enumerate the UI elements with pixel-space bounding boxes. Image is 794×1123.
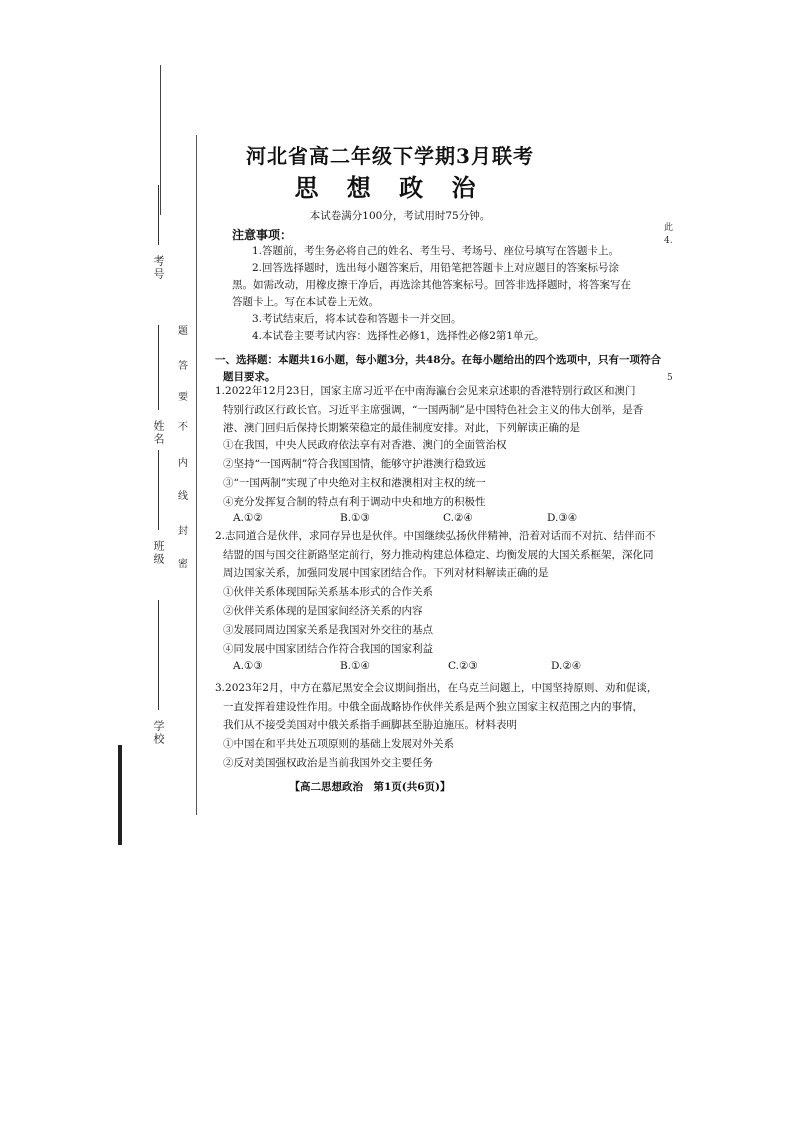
stem-line: 2.志同道合是伙伴，求同存异也是伙伴。中国继续弘扬伙伴精神，沿着对话而不对抗、结伴而不: [215, 530, 656, 542]
note-line: 2.回答选择题时，选出每小题答案后，用铅笔把答题卡上对应题目的答案标号涂: [252, 262, 620, 274]
q2-option: ①伙伴关系体现国际关系基本形式的合作关系: [223, 586, 433, 598]
q1-choice-d: D.③④: [547, 512, 578, 524]
seal-char: 答: [178, 361, 188, 372]
section-heading: [215, 352, 675, 386]
q1-option: ①在我国，中央人民政府依法享有对香港、澳门的全面管治权: [223, 439, 507, 451]
stem-line: 3.2023年2月，中方在慕尼黑安全会议期间指出，在乌克兰问题上，中国坚持原则、劝和促谈，: [215, 682, 658, 694]
name-line: [158, 325, 159, 410]
page-footer: 【高二思想政治 第1页(共6页)】: [289, 781, 451, 793]
class-line: [158, 450, 159, 530]
subject-title: 思 想 政 治: [294, 173, 486, 202]
q2-option: ④同发展中国家团结合作符合我国的国家利益: [223, 643, 433, 655]
edge-mark: 5: [667, 373, 673, 383]
field-class: 班级: [152, 540, 165, 566]
stem-line: 1.2022年12月23日，国家主席习近平在中南海瀛台会见来京述职的香港特别行政区和澳门: [215, 385, 636, 397]
q3-option: ②反对美国强权政治是当前我国外交主要任务: [223, 757, 433, 769]
school-line: [158, 600, 159, 710]
q2-choice-a: A.①③: [233, 660, 263, 672]
stem-line: 周边国家关系，加强同发展中国家团结合作。下列对材料解读正确的是: [223, 567, 549, 579]
field-name: 姓名: [152, 420, 165, 446]
note-line: 1.答题前，考生务必将自己的姓名、考生号、考场号、座位号填写在答题卡上。: [252, 245, 620, 257]
seal-char: 内: [178, 458, 188, 469]
binding-border-line: [196, 135, 197, 815]
exam-number-line: [158, 185, 159, 245]
stem-line: 特别行政区行政长官。习近平主席强调，“一国两制”是中国特色社会主义的伟大创举，是香: [223, 403, 644, 416]
note-line: 答题卡上。写在本试卷上无效。: [232, 296, 379, 308]
note-line: 黑。如需改动，用橡皮擦干净后，再选涂其他答案标号。回答非选择题时，将答案写在: [232, 279, 631, 291]
q3-option: ①中国在和平共处五项原则的基础上发展对外关系: [223, 738, 454, 750]
q2-option: ③发展同周边国家关系是我国对外交往的基点: [223, 624, 433, 636]
edge-mark: 此: [664, 223, 674, 233]
question-1-stem: [215, 382, 675, 438]
section-line: 一、选择题：本题共16小题，每小题3分，共48分。在每小题给出的四个选项中，只有一项符合: [215, 354, 662, 366]
q1-option: ④充分发挥复合制的特点有利于调动中央和地方的积极性: [223, 496, 486, 508]
field-exam-number: 考号: [152, 255, 165, 281]
q2-choice-b: B.①④: [340, 660, 370, 672]
seal-char: 不: [178, 422, 188, 433]
exam-info: 本试卷满分100分，考试用时75分钟。: [309, 210, 491, 222]
seal-char: 封: [178, 526, 188, 537]
seal-char: 密: [178, 559, 188, 570]
q2-choice-c: C.②③: [448, 660, 478, 672]
top-scan-mark: [160, 65, 161, 215]
q1-option: ③“一国两制”实现了中央绝对主权和港澳相对主权的统一: [223, 477, 486, 489]
seal-char: 题: [178, 326, 188, 337]
seal-char: 线: [178, 491, 188, 502]
q1-choice-a: A.①②: [233, 512, 263, 524]
q2-choice-d: D.②④: [551, 660, 582, 672]
note-line: 3.考试结束后，将本试卷和答题卡一并交回。: [252, 313, 462, 325]
stem-line: 一直发挥着建设性作用。中俄全面战略协作伙伴关系是两个独立国家主权范围之内的事情，: [223, 700, 643, 713]
q2-option: ②伙伴关系体现的是国家间经济关系的内容: [223, 605, 423, 617]
stem-line: 我们从不接受美国对中俄关系指手画脚甚至胁迫施压。材料表明: [223, 719, 517, 731]
edge-mark: 4.: [664, 236, 673, 246]
left-scan-bar: [118, 745, 122, 845]
note-line: 4.本试卷主要考试内容：选择性必修1，选择性必修2第1单元。: [252, 330, 545, 342]
exam-title: 河北省高二年级下学期3月联考: [246, 144, 534, 168]
q1-option: ②坚持“一国两制”符合我国国情，能够守护港澳行稳致远: [223, 458, 486, 470]
q1-choice-b: B.①③: [340, 512, 370, 524]
stem-line: 结盟的国与国交往新路坚定前行，努力推动构建总体稳定、均衡发展的大国关系框架，深化同: [223, 548, 654, 561]
question-3-stem: [215, 679, 675, 735]
section-line: 题目要求。: [223, 371, 276, 383]
question-2-stem: [215, 527, 675, 583]
field-school: 学校: [152, 720, 165, 746]
notes-heading: 注意事项：: [232, 228, 293, 242]
seal-char: 要: [178, 392, 188, 403]
q1-choice-c: C.②④: [443, 512, 473, 524]
stem-line: 港、澳门回归后保持长期繁荣稳定的最佳制度安排。对此，下列解读正确的是: [223, 422, 580, 434]
